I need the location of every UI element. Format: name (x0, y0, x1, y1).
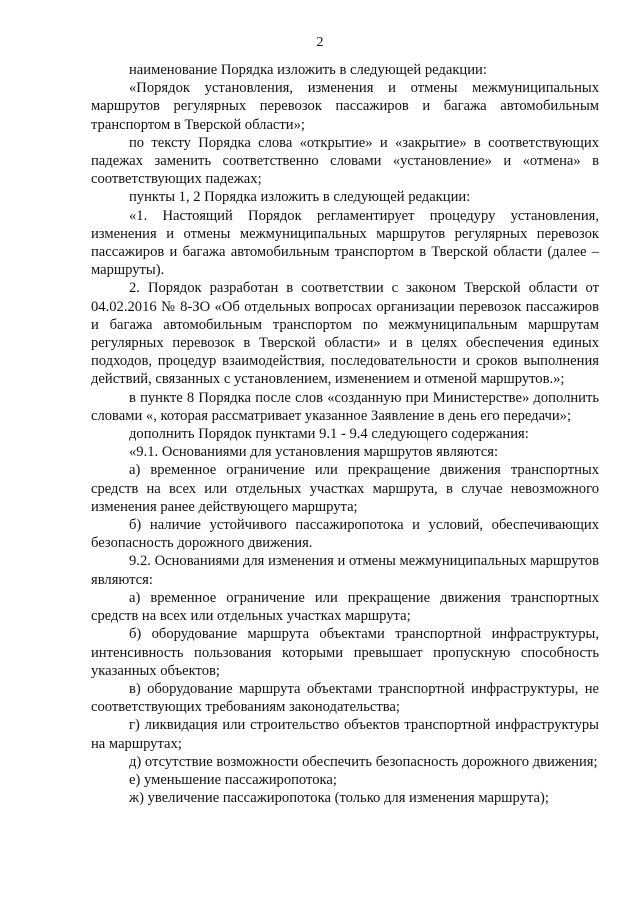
paragraph-item-8: в пункте 8 Порядка после слов «созданную при Министерстве» дополнить словами «, которая рассматривает указанное Заявление в день его передачи»; (91, 389, 599, 424)
paragraph-9-1-b: б) наличие устойчивого пассажиропотока и условий, обеспечивающих безопасность дорожного движения. (91, 517, 599, 552)
paragraph-replace-words: по тексту Порядка слова «открытие» и «закрытие» в соответствующих падежах заменить соответственно словами «установление» и «отмена» в соответствующих падежах; (91, 134, 599, 188)
paragraph-9-2-b: б) оборудование маршрута объектами транспортной инфраструктуры, интенсивность пользования которыми превышает пропускную способность указанных объектов; (91, 626, 599, 679)
paragraph-items-intro: пункты 1, 2 Порядка изложить в следующей редакции: (129, 189, 471, 206)
page-number: 2 (316, 35, 324, 50)
paragraph-9-2-e: е) уменьшение пассажиропотока; (129, 771, 337, 788)
paragraph-9-2-zh: ж) увеличение пассажиропотока (только для изменения маршрута); (129, 790, 549, 807)
document-body (91, 61, 599, 807)
paragraph-9-2-d: д) отсутствие возможности обеспечить безопасность дорожного движения; (129, 753, 598, 770)
paragraph-9-2-v: в) оборудование маршрута объектами транспортной инфраструктуры, не соответствующих требованиям законодательства; (91, 680, 599, 716)
paragraph-9-1-a: а) временное ограничение или прекращение движения транспортных средств на всех или отдельных участках маршрута, в случае невозможного изменения ранее действующего маршрута; (91, 462, 599, 515)
paragraph-9-2: 9.2. Основаниями для изменения и отмены межмуниципальных маршрутов являются: (91, 553, 599, 588)
paragraph-item-1: «1. Настоящий Порядок регламентирует процедуру установления, изменения и отмены межмуниципальных маршрутов регулярных перевозок пассажиров и багажа автомобильным транспортом в Тверской области (далее – маршруты). (91, 207, 599, 279)
paragraph-item-2: 2. Порядок разработан в соответствии с законом Тверской области от 04.02.2016 № 8-ЗО «Об отдельных вопросах организации перевозок пассажиров и багажа автомобильным транспортом по межмуниципальным маршрутам регулярных перевозок в Тверской области» и в целях обеспечения единых подходов, процедур взаимодействия, последовательности и сроков выполнения действий, связанных с установлением, изменением и отменой маршрутов.»; (91, 280, 599, 388)
paragraph-9-2-g: г) ликвидация или строительство объектов транспортной инфраструктуры на маршрутах; (91, 717, 599, 752)
paragraph-9-2-a: а) временное ограничение или прекращение движения транспортных средств на всех или отдельных участках маршрута; (91, 589, 599, 625)
paragraph-9-1: «9.1. Основаниями для установления маршрутов являются: (129, 444, 499, 461)
paragraph-add-items: дополнить Порядок пунктами 9.1 - 9.4 следующего содержания: (129, 426, 529, 443)
paragraph-title-new: «Порядок установления, изменения и отмены межмуниципальных маршрутов регулярных перевозок пассажиров и багажа автомобильным транспортом в Тверской области»; (91, 80, 599, 133)
paragraph-title-intro: наименование Порядка изложить в следующей редакции: (129, 62, 487, 78)
